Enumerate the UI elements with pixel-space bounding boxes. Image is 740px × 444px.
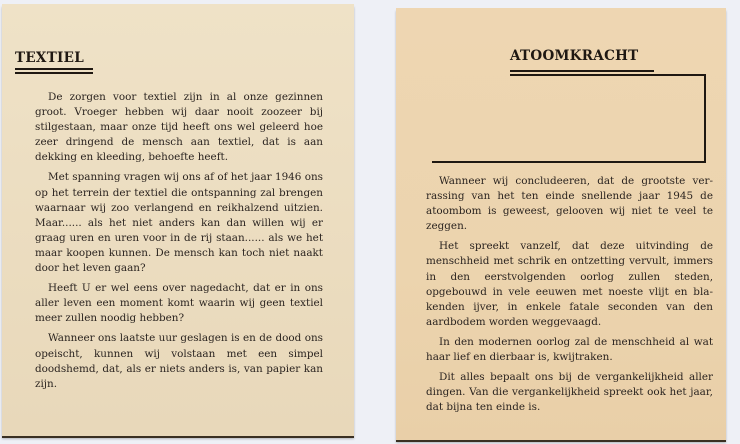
atoomkracht-body bbox=[426, 174, 713, 420]
textiel-body bbox=[35, 90, 323, 397]
box-bottom-line bbox=[432, 161, 706, 163]
paragraph: Wanneer ons laatste uur geslagen is en de dood ons opeischt, kunnen wij volstaan met een simpel doodshemd, dat, als er niets anders is, van papier kan zijn. bbox=[35, 332, 323, 390]
paragraph: Wanneer wij concludeeren, dat de grootste verrassing van het ten einde snellende jaar 1945 de atoombom is geweest, gelooven wij niet te veel te zeggen. bbox=[426, 175, 713, 233]
paragraph: Heeft U er wel eens over nagedacht, dat er in ons aller leven een moment komt waarin wij geen textiel meer zullen noodig hebben? bbox=[35, 282, 323, 325]
box-right-line bbox=[704, 74, 706, 162]
box-top-line bbox=[510, 74, 706, 76]
paragraph: Met spanning vragen wij ons af of het jaar 1946 ons op het terrein der textiel die ontspanning zal brengen waarnaar wij zoo verlangend en reikhalzend uitzien. Maar...... als het niet anders kan dan willen wij er graag uren en uren voor in de rij staan...... als we het maar koopen kunnen. De mensch kan toch niet naakt door het leven gaan? bbox=[35, 171, 323, 275]
title-underline bbox=[510, 70, 654, 72]
paragraph: Het spreekt vanzelf, dat deze uitvinding de menschheid met schrik en ontzetting vervult, immers in den eerstvolgenden oorlog zullen steden, opgebouwd in vele eeuwen met noeste vlijt en blakenden ijver, in enkele fatale seconden van den aardbodem worden weggevaagd. bbox=[426, 240, 713, 328]
paragraph: In den modernen oorlog zal de menschheid al wat haar lief en dierbaar is, kwijtraken. bbox=[426, 335, 713, 364]
title-underline-top bbox=[15, 68, 93, 70]
page-textiel bbox=[2, 4, 354, 436]
title-underline-bottom bbox=[15, 72, 93, 74]
title-atoomkracht: ATOOMKRACHT bbox=[510, 48, 639, 64]
paragraph: De zorgen voor textiel zijn in al onze gezinnen groot. Vroeger hebben wij daar nooit zoozeer bij stilgestaan, maar onze tijd heeft ons wel geleerd hoe zeer dringend de mensch aan textiel, dat is aan dekking en kleeding, behoefte heeft. bbox=[35, 91, 323, 164]
title-textiel: TEXTIEL bbox=[15, 50, 85, 66]
paragraph: Dit alles bepaalt ons bij de vergankelijkheid aller dingen. Van die vergankelijkheid spreekt ook het jaar, dat bijna ten einde is. bbox=[426, 371, 713, 414]
page-atoomkracht bbox=[396, 8, 726, 440]
